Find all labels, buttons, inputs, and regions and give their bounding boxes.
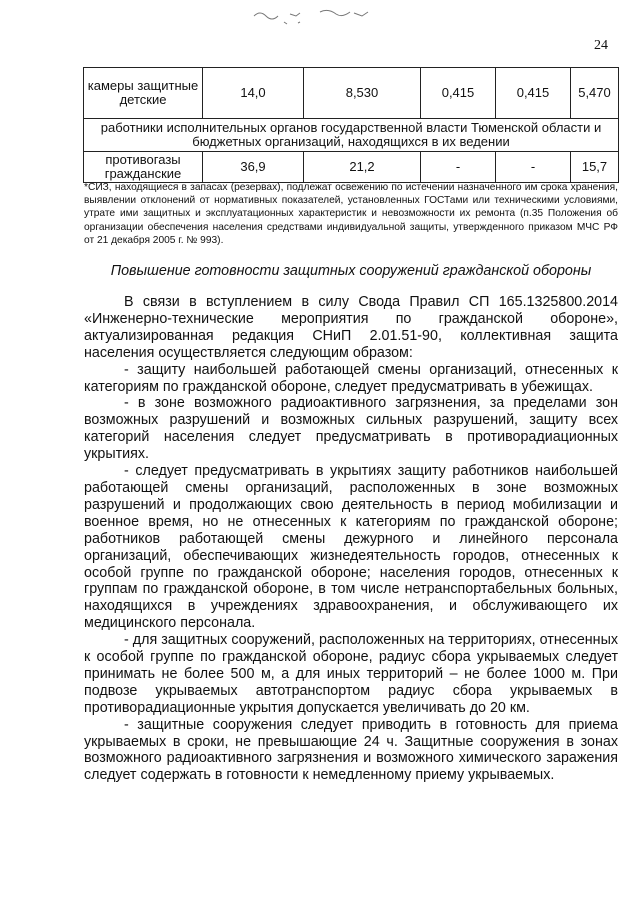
group-header-line: работники исполнительных органов государственной власти Тюменской области и	[100, 120, 602, 135]
scan-stamp-mark	[250, 4, 390, 26]
table-row	[84, 68, 619, 119]
paragraph: - защиту наибольшей работающей смены организаций, отнесенных к категориям по гражданской обороне, следует предусматривать в убежищах.	[84, 361, 618, 395]
value-cell: 36,9	[203, 152, 304, 183]
paragraph: - в зоне возможного радиоактивного загрязнения, за пределами зон возможных разрушений и возможных сильных разрушений, защиту всех категорий населения следует предусматривать в противорадиационных укрытиях.	[84, 395, 618, 463]
value-cell: 14,0	[203, 68, 304, 119]
group-header-line: бюджетных организаций, находящихся в их ведении	[192, 134, 510, 149]
section-title: Повышение готовности защитных сооружений гражданской обороны	[110, 263, 592, 279]
paragraph: - следует предусматривать в укрытиях защиту работников наибольшей работающей смены организаций, расположенных в зоне возможных разрушений и продолжающих свою деятельность в период мобилизации и военное время, но не отнесенных к категориям по гражданской обороне; работников работающей смены дежурного и линейного персонала организаций, обеспечивающих жизнедеятельность городов, отнесенных к особой группе по гражданской обороне; населения городов, отнесенных к группам по гражданской обороне, в том числе нетранспортабельных больных, находящихся в учреждениях здравоохранения, и обслуживающего их медицинского персонала.	[84, 463, 618, 632]
paragraph: - для защитных сооружений, расположенных на территориях, отнесенных к особой группе по гражданской обороне, радиус сбора укрываемых следует принимать не более 500 м, а для иных территорий – не более 1000 м. При подвозе укрываемых автотранспортом радиус сбора укрываемых в противорадиационные укрытия допускается увеличивать до 20 км.	[84, 632, 618, 716]
paragraph: В связи в вступлением в силу Свода Правил СП 165.1325800.2014 «Инженерно-технические мероприятия по гражданской обороне», актуализированная редакция СНиП 2.01.51-90, коллективная защита населения осуществляется следующим образом:	[84, 294, 618, 361]
ppe-stock-table	[83, 67, 619, 183]
item-name: камеры защитные детские	[84, 68, 203, 119]
value-cell: 5,470	[571, 68, 619, 119]
item-name: противогазы гражданские	[84, 152, 203, 183]
value-cell: -	[421, 152, 496, 183]
value-cell: 0,415	[421, 68, 496, 119]
value-cell: 15,7	[571, 152, 619, 183]
group-header-cell	[84, 119, 619, 152]
paragraph: - защитные сооружения следует приводить в готовность для приема укрываемых в сроки, не превышающие 24 ч. Защитные сооружения в зонах возможного радиоактивного загрязнения и возможного химического заражения следует содержать в готовности к немедленному приему укрываемых.	[84, 716, 618, 784]
table-group-row	[84, 119, 619, 152]
value-cell: 0,415	[496, 68, 571, 119]
value-cell: 21,2	[304, 152, 421, 183]
value-cell: 8,530	[304, 68, 421, 119]
section-body	[84, 294, 618, 784]
table-row	[84, 152, 619, 183]
footnote: *СИЗ, находящиеся в запасах (резервах), подлежат освежению по истечении назначенного им срока хранения, выявлении отклонений от нормативных показателей, установленных ГОСТами или техническими условиями, утрате ими защитных и эксплуатационных характеристик и невозможности их ремонта (п.35 Положения об организации обеспечения населения средствами индивидуальной защиты, утвержденного приказом МЧС РФ от 21 декабря 2005 г. № 993).	[84, 182, 618, 246]
page-number: 24	[594, 38, 608, 53]
value-cell: -	[496, 152, 571, 183]
